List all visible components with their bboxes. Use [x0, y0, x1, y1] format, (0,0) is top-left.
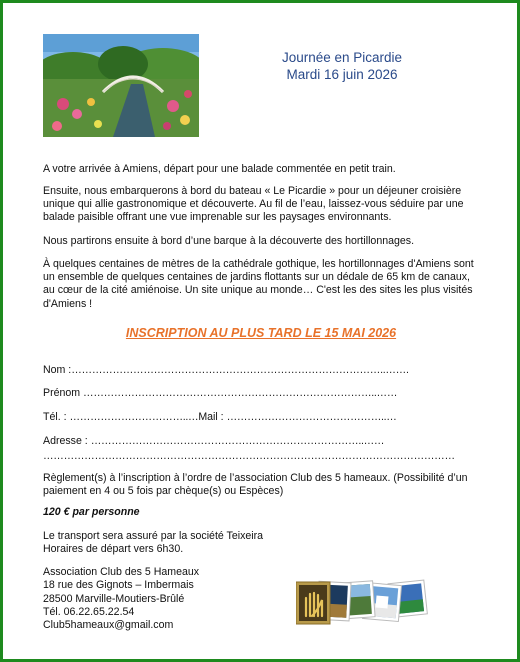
departure-line: Horaires de départ vers 6h30.: [43, 543, 184, 556]
hortillonnages-paragraph: À quelques centaines de mètres de la cathédrale gothique, les hortillonnages d'Amiens sont un ensemble de quelques centaines de jardins flottants sur un dédale de 65 km de canaux, au cœur de la cité amiénoise. Un site unique au monde… C'est les des sites les plus visités d'Amiens !: [43, 258, 474, 310]
tel-label: Tél. :: [43, 411, 67, 423]
nom-dots: ………………………………………………………………………………..…….: [71, 364, 409, 376]
mail-dots: ………………………………………..…: [226, 411, 397, 423]
mail-label: Mail :: [198, 411, 224, 423]
adresse-dots: ……………………………………………………………………..……: [90, 435, 385, 447]
contact-street: 18 rue des Gignots – Imbermais: [43, 579, 194, 592]
nom-label: Nom :: [43, 364, 72, 376]
contact-block: [43, 566, 199, 632]
adresse-line2-dots: …………………………………………………………………………………………………………: [43, 450, 455, 462]
prenom-field[interactable]: [43, 387, 483, 400]
prenom-dots: …………………………………………………………………………..……: [83, 387, 398, 399]
adresse-field[interactable]: [43, 435, 483, 448]
boat-paragraph: Nous partirons ensuite à bord d’une barque à la découverte des hortillonnages.: [43, 235, 415, 247]
transport-block: [43, 530, 263, 557]
tel-dots: ……………………………..…: [69, 411, 199, 423]
cruise-paragraph: Ensuite, nous embarquerons à bord du bateau « Le Picardie » pour un déjeuner croisière unique qui allie gastronomique et découverte. Au fil de l’eau, laissez-vous séduire par une balade paisible offrant une vue imprenable sur les paysages environnants.: [43, 185, 464, 224]
transport-line: Le transport sera assuré par la société Teixeira: [43, 530, 264, 542]
adresse-line2[interactable]: [43, 450, 483, 463]
intro-paragraph: A votre arrivée à Amiens, départ pour une balade commentée en petit train.: [43, 163, 396, 175]
prenom-label: Prénom: [43, 387, 81, 399]
contact-email: Club5hameaux@gmail.com: [43, 619, 174, 632]
event-title: Journée en Picardie: [281, 50, 403, 65]
payment-paragraph: Règlement(s) à l’inscription à l’ordre de l’association Club des 5 hameaux. (Possibilité d’un paiement en 4 ou 5 fois par chèque(s) ou Espèces): [43, 472, 468, 498]
event-header: [262, 49, 422, 83]
hortillonnages-photo: [43, 34, 199, 137]
contact-name: Association Club des 5 Hameaux: [43, 566, 200, 578]
photo-collage: [296, 576, 430, 628]
tel-mail-field[interactable]: [43, 411, 483, 424]
registration-deadline: INSCRIPTION AU PLUS TARD LE 15 MAI 2026: [125, 326, 397, 340]
price: 120 € par personne: [43, 506, 140, 518]
contact-city: 28500 Marville-Moutiers-Brûlé: [43, 592, 185, 605]
contact-phone: Tél. 06.22.65.22.54: [43, 605, 135, 618]
adresse-label: Adresse :: [43, 435, 88, 447]
event-date: Mardi 16 juin 2026: [286, 67, 398, 82]
nom-field[interactable]: [43, 364, 483, 377]
